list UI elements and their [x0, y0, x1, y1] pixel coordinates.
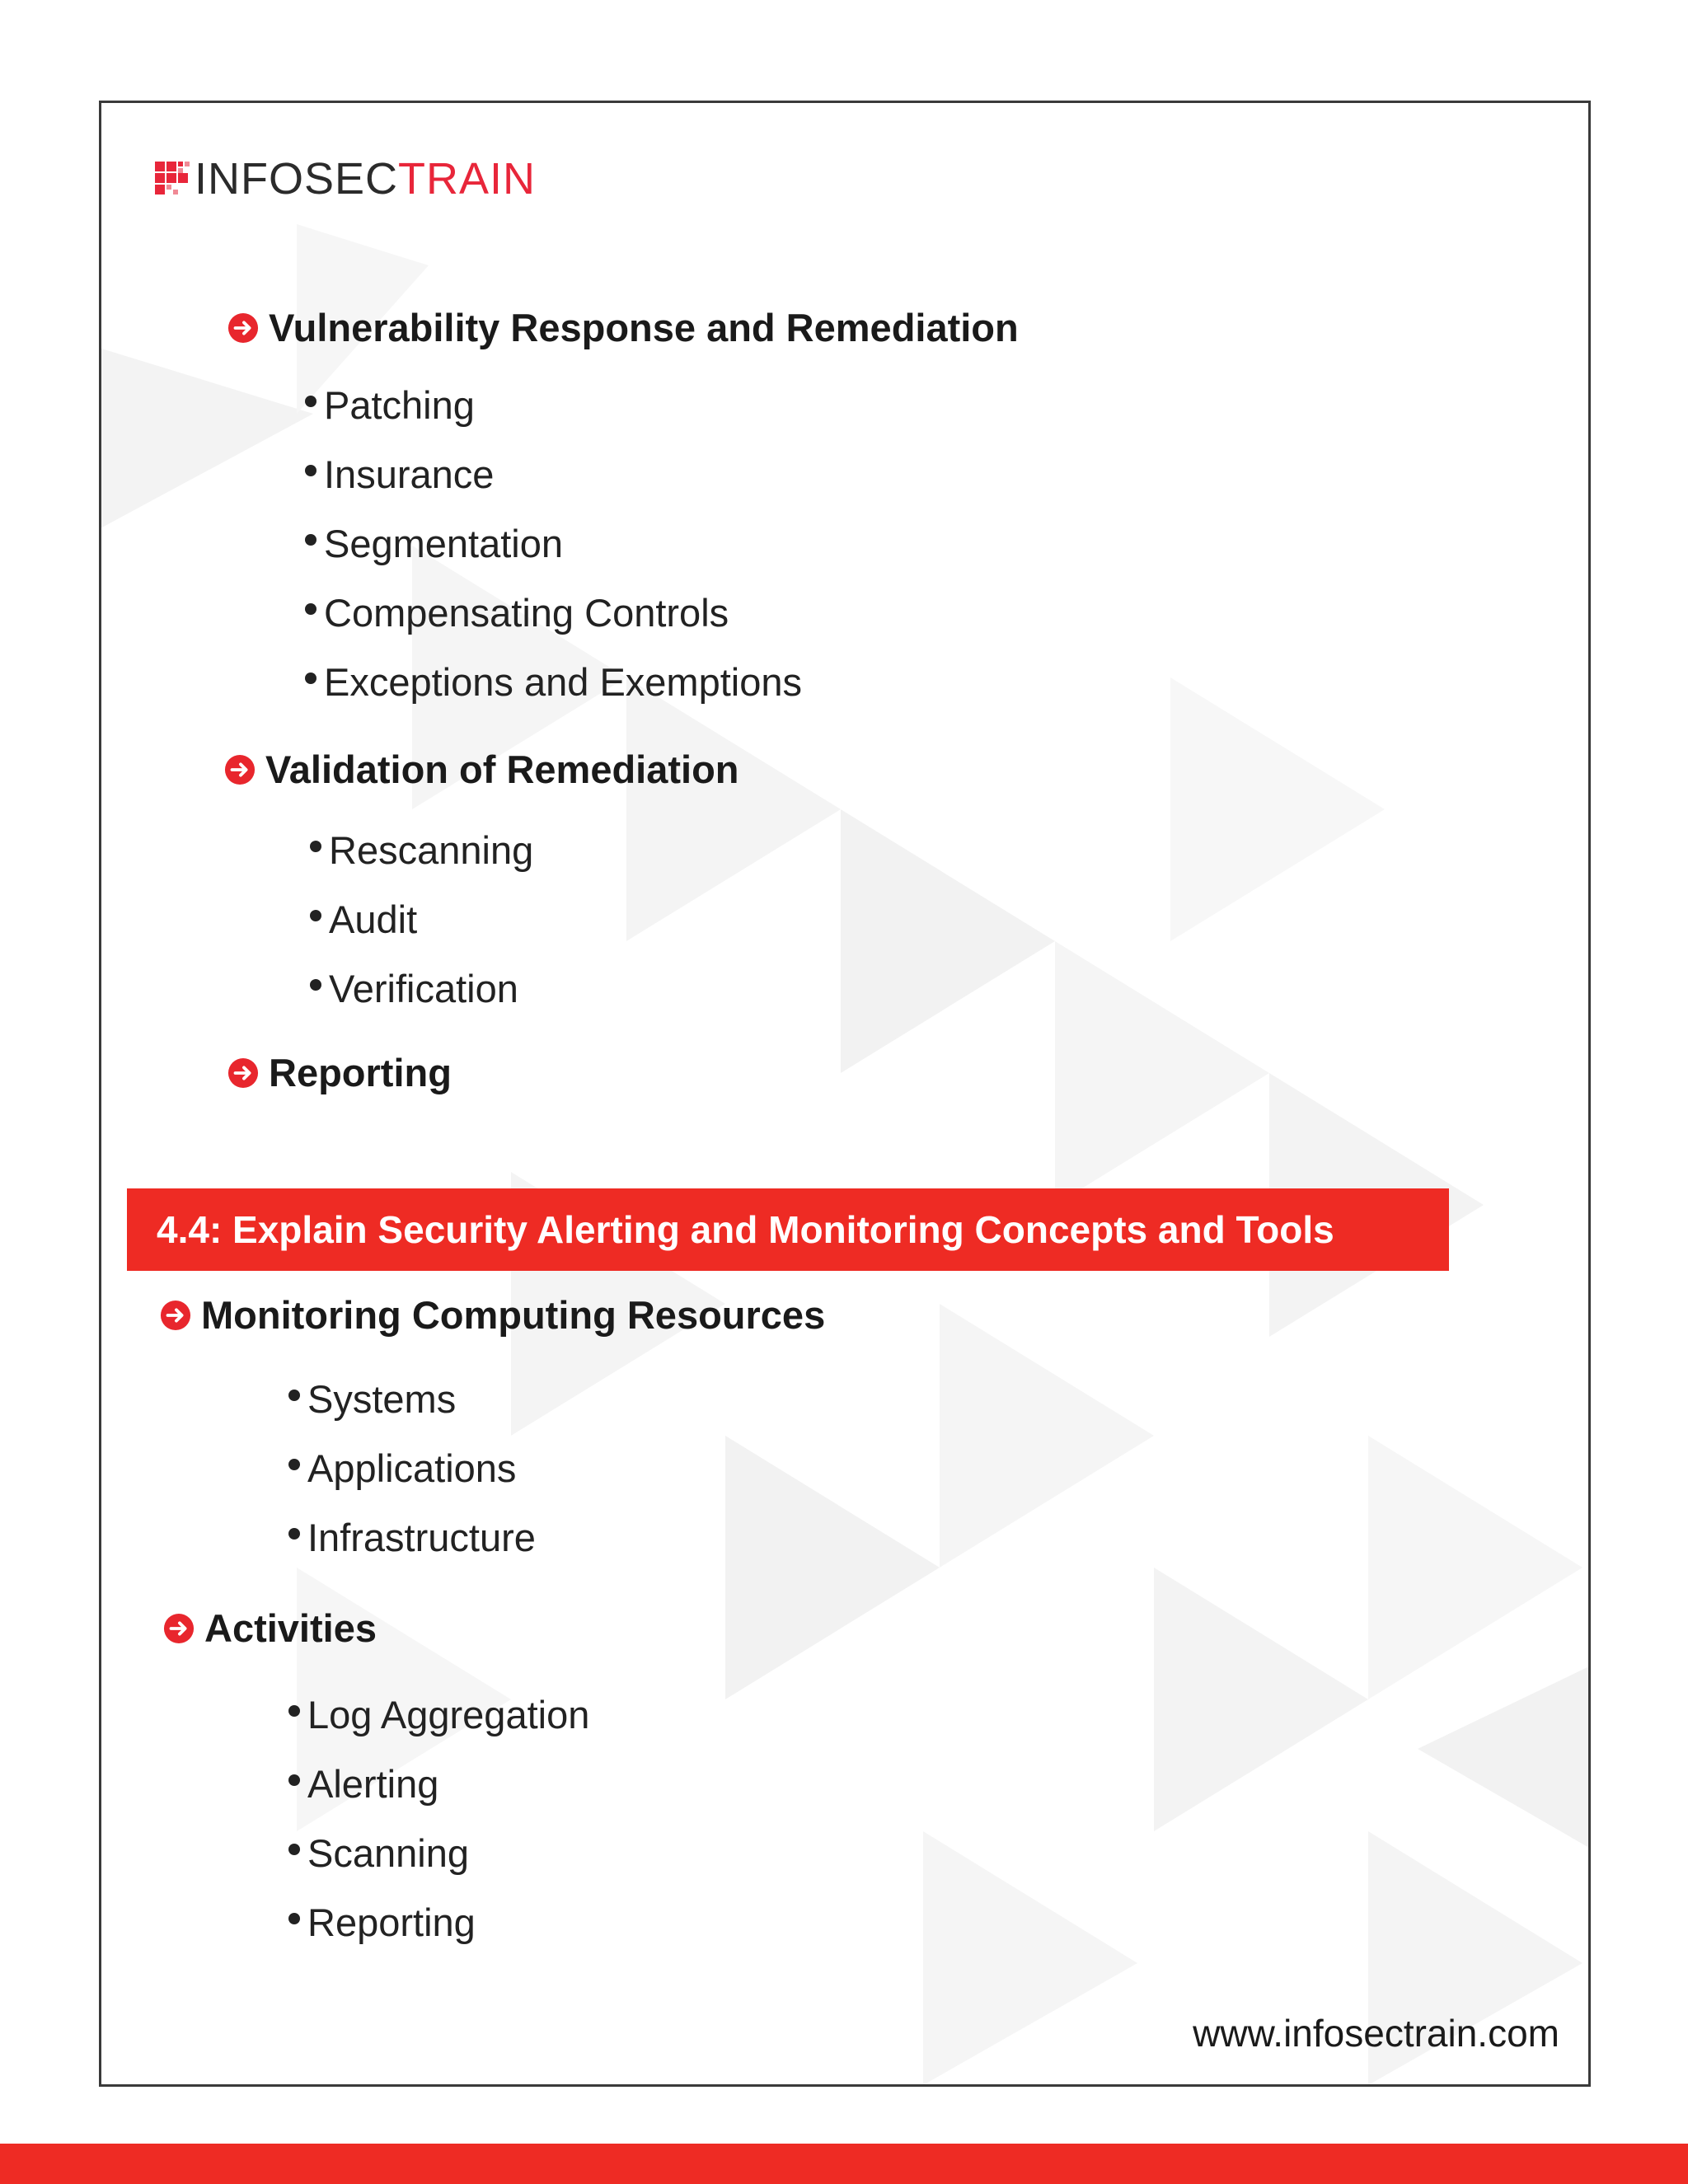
list-item	[288, 1692, 589, 1737]
list-item-label: Systems	[307, 1377, 457, 1421]
list-item	[288, 1761, 438, 1807]
arrow-circle-icon	[227, 1057, 259, 1089]
list-item-label: Rescanning	[329, 828, 534, 872]
arrow-circle-icon	[227, 312, 259, 344]
list-item-label: Applications	[307, 1446, 517, 1490]
section-banner	[127, 1188, 1449, 1271]
list-item	[305, 659, 802, 705]
arrow-circle-icon	[160, 1300, 191, 1331]
bullet-dot	[305, 534, 316, 546]
logo-grid-icon	[155, 162, 190, 196]
arrow-circle-icon	[224, 754, 256, 785]
section-heading-label: Validation of Remediation	[265, 748, 739, 791]
section-heading	[227, 305, 1019, 350]
section-heading	[163, 1605, 377, 1651]
list-item-label: Audit	[329, 898, 418, 941]
brand-logo	[155, 154, 537, 204]
section-heading-label: Vulnerability Response and Remediation	[269, 306, 1019, 349]
banner-title: 4.4: Explain Security Alerting and Monitoring Concepts and Tools	[157, 1208, 1334, 1251]
bullet-dot	[305, 396, 316, 407]
list-item	[305, 382, 475, 428]
brand-name-part2: TRAIN	[398, 154, 537, 204]
list-item	[305, 521, 563, 566]
list-item	[288, 1446, 516, 1491]
brand-name-part1: INFOSEC	[195, 154, 399, 204]
list-item-label: Compensating Controls	[324, 591, 729, 635]
list-item-label: Patching	[324, 383, 475, 427]
bottom-accent-bar	[0, 2144, 1688, 2184]
bullet-dot	[288, 1705, 300, 1717]
arrow-circle-icon	[163, 1613, 195, 1644]
brand-name	[195, 154, 537, 204]
section-heading-label: Monitoring Computing Resources	[201, 1293, 826, 1337]
bullet-dot	[305, 603, 316, 615]
list-item-label: Reporting	[307, 1900, 476, 1944]
bullet-dot	[288, 1459, 300, 1470]
list-item	[288, 1900, 476, 1945]
section-heading-label: Reporting	[269, 1051, 452, 1094]
list-item	[288, 1515, 536, 1560]
list-item	[288, 1376, 456, 1422]
bullet-dot	[305, 465, 316, 476]
bullet-dot	[288, 1528, 300, 1540]
section-heading	[224, 747, 739, 792]
list-item	[288, 1830, 469, 1876]
list-item-label: Log Aggregation	[307, 1693, 590, 1736]
list-item	[310, 897, 417, 942]
bullet-dot	[288, 1774, 300, 1786]
list-item	[310, 827, 533, 873]
list-item-label: Scanning	[307, 1831, 469, 1875]
list-item	[305, 590, 729, 635]
list-item	[305, 452, 494, 497]
section-heading	[227, 1050, 452, 1095]
list-item-label: Insurance	[324, 452, 495, 496]
list-item-label: Alerting	[307, 1762, 439, 1806]
bullet-dot	[288, 1844, 300, 1855]
bullet-dot	[288, 1913, 300, 1924]
section-heading	[160, 1292, 825, 1338]
bullet-dot	[305, 673, 316, 684]
list-item-label: Verification	[329, 967, 518, 1010]
list-item	[310, 966, 518, 1011]
list-item-label: Segmentation	[324, 522, 564, 565]
bullet-dot	[288, 1390, 300, 1401]
bullet-dot	[310, 910, 321, 921]
list-item-label: Infrastructure	[307, 1516, 536, 1559]
bullet-dot	[310, 979, 321, 991]
list-item-label: Exceptions and Exemptions	[324, 660, 802, 704]
section-heading-label: Activities	[204, 1606, 377, 1650]
bullet-dot	[310, 841, 321, 852]
footer-url[interactable]: www.infosectrain.com	[1193, 2012, 1559, 2055]
